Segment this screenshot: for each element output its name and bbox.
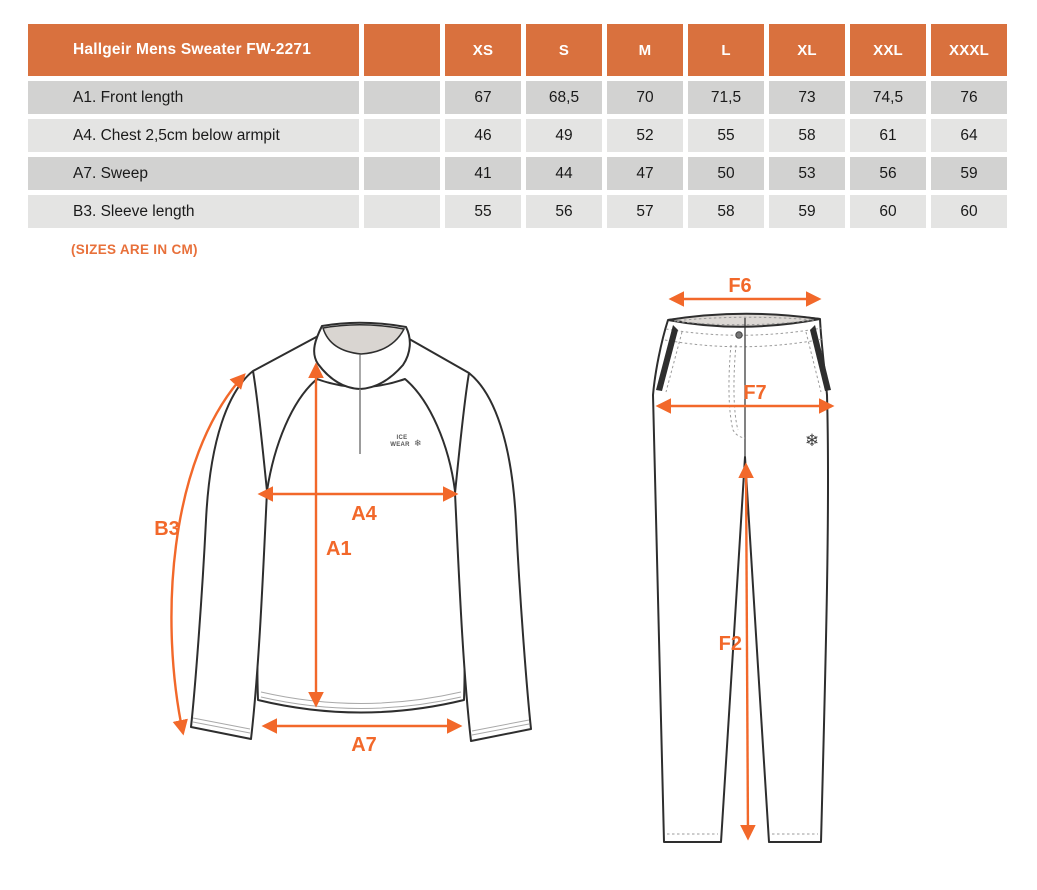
row-spacer: [364, 81, 440, 114]
row-label-sweep: A7. Sweep: [28, 157, 359, 190]
table-cell: 56: [850, 157, 926, 190]
row-spacer: [364, 195, 440, 228]
table-cell: 59: [769, 195, 845, 228]
size-header-xl: XL: [769, 24, 845, 76]
brand-logo-text: ICE: [396, 435, 408, 441]
table-cell: 52: [607, 119, 683, 152]
table-cell: 76: [931, 81, 1007, 114]
table-cell: 61: [850, 119, 926, 152]
f7-label: F7: [743, 382, 767, 404]
right-shoulder-seam: [404, 336, 469, 373]
table-cell: 53: [769, 157, 845, 190]
table-cell: 67: [445, 81, 521, 114]
table-cell: 58: [688, 195, 764, 228]
table-cell: 44: [526, 157, 602, 190]
sweater-left-sleeve: [191, 371, 267, 739]
a1-label: A1: [326, 538, 352, 560]
sizes-unit-note: (SIZES ARE IN CM): [71, 242, 198, 257]
snowflake-icon: ❄: [804, 431, 820, 450]
table-cell: 73: [769, 81, 845, 114]
table-cell: 59: [931, 157, 1007, 190]
waist-button: [736, 332, 742, 338]
row-label-chest: A4. Chest 2,5cm below armpit: [28, 119, 359, 152]
table-header-spacer: [364, 24, 440, 76]
table-cell: 47: [607, 157, 683, 190]
table-cell: 60: [931, 195, 1007, 228]
snowflake-icon: ❄: [414, 438, 422, 448]
sweater-diagram: [140, 295, 570, 865]
b3-label: B3: [154, 518, 180, 540]
sweater-body-outline: [257, 379, 464, 713]
table-cell: 57: [607, 195, 683, 228]
row-spacer: [364, 157, 440, 190]
a4-label: A4: [351, 503, 377, 525]
size-header-xxxl: XXXL: [931, 24, 1007, 76]
table-cell: 55: [445, 195, 521, 228]
f2-measure-arrow: [746, 465, 748, 838]
table-cell: 74,5: [850, 81, 926, 114]
size-table: [28, 24, 1007, 228]
size-header-xxl: XXL: [850, 24, 926, 76]
left-shoulder-seam: [253, 335, 320, 371]
table-cell: 71,5: [688, 81, 764, 114]
table-cell: 56: [526, 195, 602, 228]
pants-outline: [653, 315, 828, 842]
brand-logo-text: WEAR: [390, 442, 410, 448]
row-label-front-length: A1. Front length: [28, 81, 359, 114]
table-cell: 49: [526, 119, 602, 152]
f2-label: F2: [718, 633, 742, 655]
table-cell: 46: [445, 119, 521, 152]
table-cell: 68,5: [526, 81, 602, 114]
sweater-right-sleeve: [455, 373, 531, 741]
row-label-sleeve-length: B3. Sleeve length: [28, 195, 359, 228]
table-title: Hallgeir Mens Sweater FW-2271: [28, 24, 359, 76]
table-cell: 50: [688, 157, 764, 190]
table-cell: 60: [850, 195, 926, 228]
size-header-xs: XS: [445, 24, 521, 76]
pants-diagram: [615, 272, 905, 872]
a7-label: A7: [351, 734, 377, 756]
f6-label: F6: [728, 275, 752, 297]
table-cell: 70: [607, 81, 683, 114]
size-header-m: M: [607, 24, 683, 76]
row-spacer: [364, 119, 440, 152]
size-header-l: L: [688, 24, 764, 76]
table-cell: 55: [688, 119, 764, 152]
size-header-s: S: [526, 24, 602, 76]
table-cell: 58: [769, 119, 845, 152]
table-cell: 41: [445, 157, 521, 190]
table-cell: 64: [931, 119, 1007, 152]
